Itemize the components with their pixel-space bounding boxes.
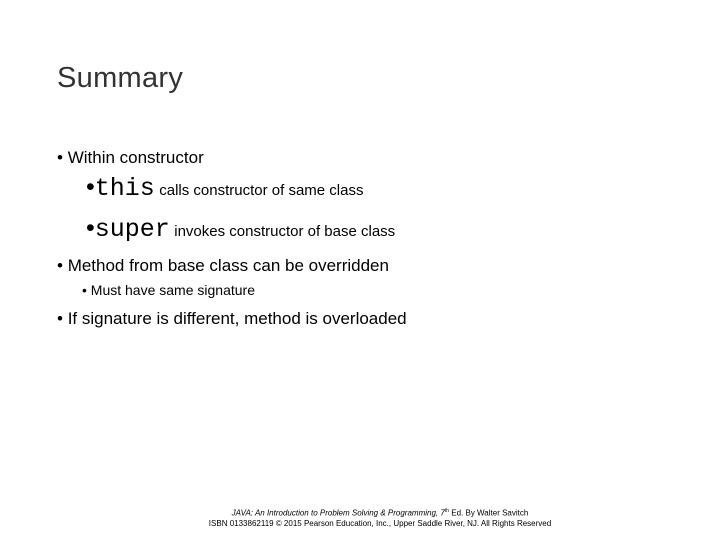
footer-edition-suffix: th xyxy=(444,508,450,514)
bullet-super xyxy=(86,214,395,244)
bullet-this xyxy=(86,173,363,203)
bullet-text: invokes constructor of base class xyxy=(174,223,396,240)
bullet-text: Must have same signature xyxy=(90,282,255,298)
bullet-text: Within constructor xyxy=(67,148,204,167)
footer-edition-number: 7 xyxy=(440,508,445,518)
bullet-marker: • xyxy=(86,214,95,242)
bullet-marker: • xyxy=(82,282,87,298)
footer-book-title: JAVA: An Introduction to Problem Solving & Programming, xyxy=(231,508,439,518)
bullet-marker: • xyxy=(57,309,63,328)
footer-copyright: ISBN 0133862119 © 2015 Pearson Education, Inc., Upper Saddle River, NJ. All Rights Reserved xyxy=(208,519,552,528)
bullet-within-constructor xyxy=(57,148,204,168)
bullet-text: If signature is different, method is overloaded xyxy=(67,309,407,328)
bullet-marker: • xyxy=(57,148,63,167)
bullet-marker: • xyxy=(57,256,63,275)
code-keyword-super: super xyxy=(94,215,170,244)
bullet-text: calls constructor of same class xyxy=(159,182,364,199)
bullet-marker: • xyxy=(86,173,95,201)
footer-book-credit xyxy=(0,508,720,518)
bullet-overridden xyxy=(57,256,389,276)
bullet-same-signature xyxy=(82,282,255,298)
slide-title: Summary xyxy=(57,62,184,94)
footer-edition-author: Ed. By Walter Savitch xyxy=(451,508,529,518)
bullet-text: Method from base class can be overridden xyxy=(67,256,389,275)
bullet-overloaded xyxy=(57,309,407,329)
code-keyword-this: this xyxy=(94,174,155,203)
